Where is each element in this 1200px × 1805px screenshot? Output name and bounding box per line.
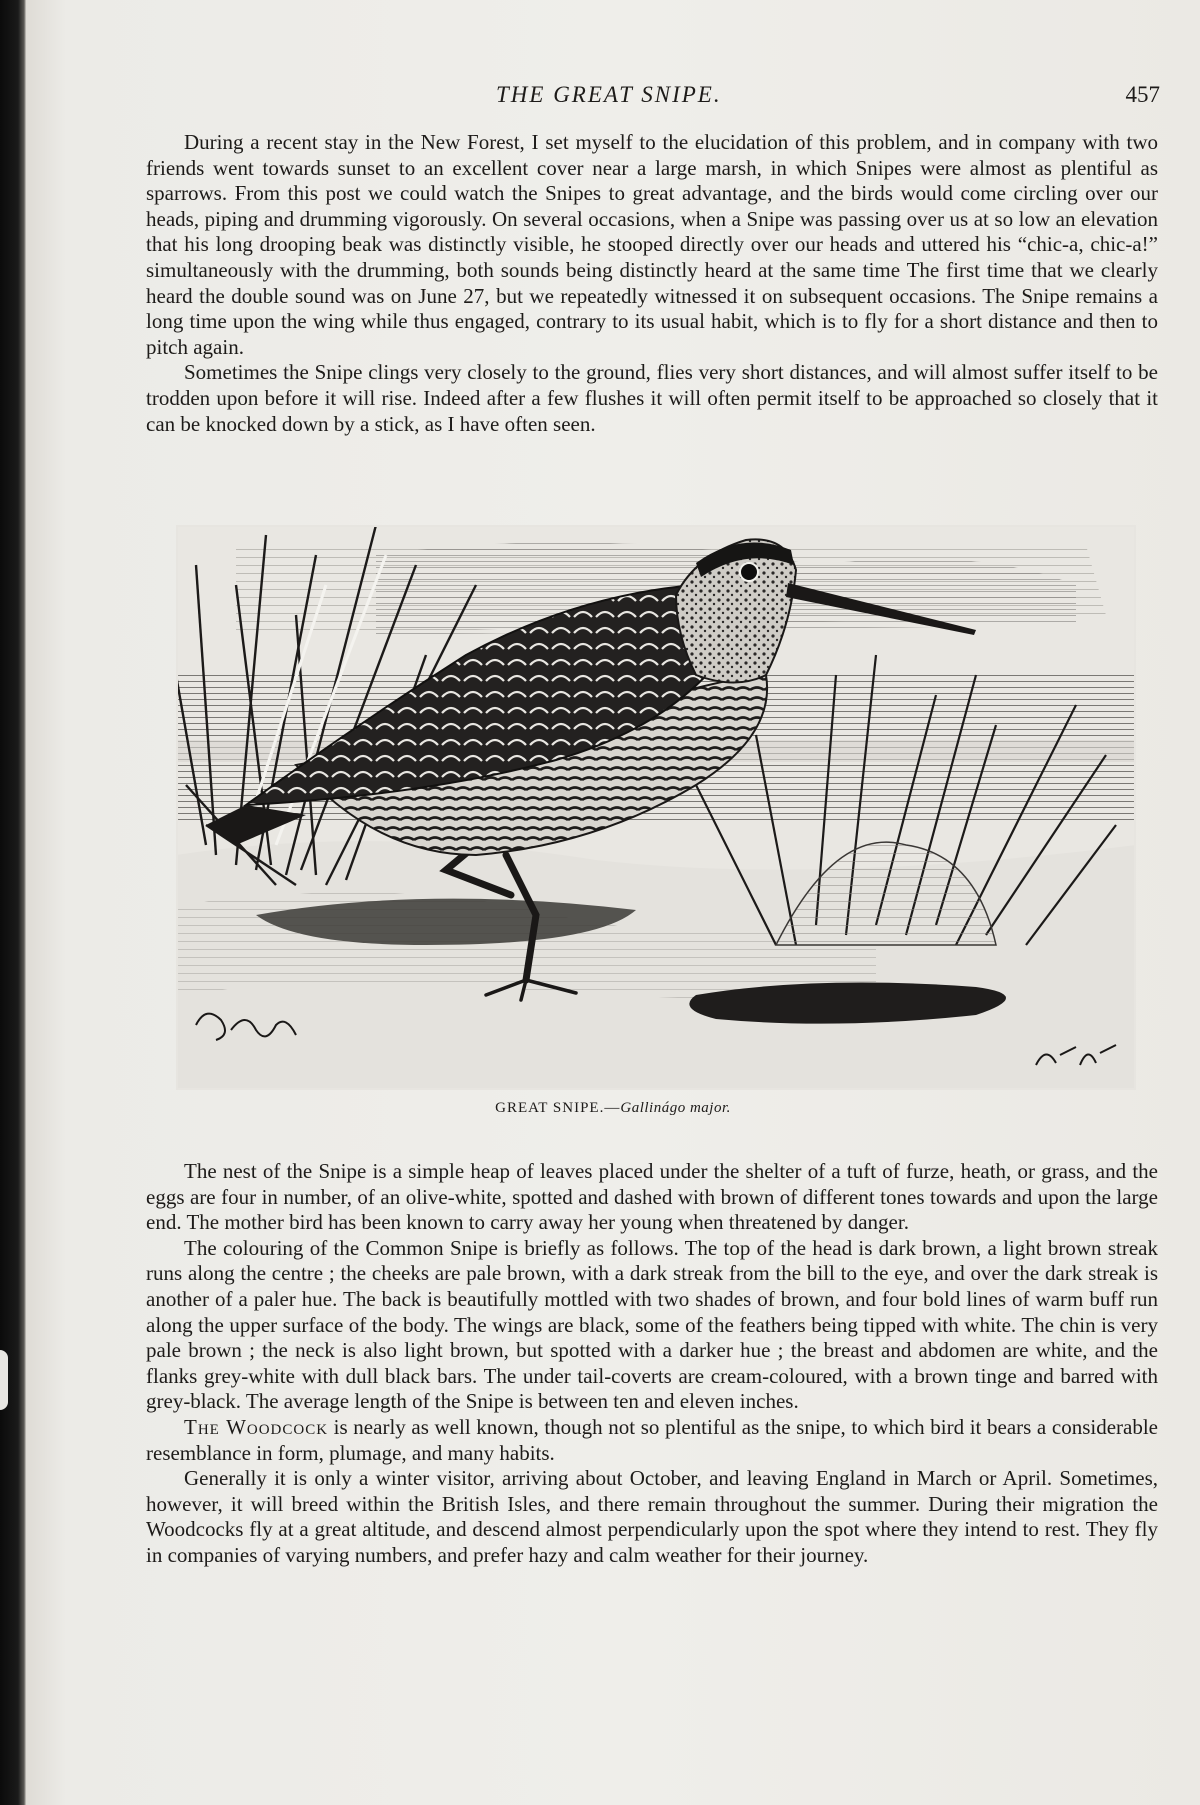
running-head — [26, 82, 1200, 112]
caption-latin-name: Gallinágo major. — [620, 1100, 731, 1116]
paragraph-nest: The nest of the Snipe is a simple heap of leaves placed under the shelter of a tuft of furze, heath, or grass, and the eggs are four in number, of an olive-white, spotted and dashed with brown of different tones towards and upon the large end. The mother bird has been known to carry away her young when threatened by danger. — [146, 1159, 1158, 1235]
paragraph-clings-ground: Sometimes the Snipe clings very closely to the ground, flies very short distances, and will almost suffer itself to be trodden upon before it will rise. Indeed after a few flushes it will often permit itself to be approached so closely that it can be knocked down by a stick, as I have often seen. — [146, 360, 1158, 436]
paragraph-woodcock — [146, 1415, 1158, 1466]
book-page — [26, 0, 1200, 1805]
caption-common-name: GREAT SNIPE. — [495, 1100, 605, 1116]
caption-dash: — — [604, 1100, 621, 1116]
snipe-engraving-svg — [176, 525, 1136, 1090]
binding-highlight — [0, 1350, 8, 1410]
text-block-top — [146, 130, 1158, 437]
running-title: THE GREAT SNIPE. — [496, 82, 722, 107]
figure-caption — [26, 1100, 1200, 1117]
woodcock-lead: The Woodcock — [184, 1414, 329, 1439]
snipe-eye — [740, 563, 758, 581]
paragraph-winter-visitor: Generally it is only a winter visitor, arriving about October, and leaving England in March or April. Sometimes, however, it will breed within the British Isles, and there remain throughout the summer. During their migration the Woodcocks fly at a great altitude, and descend almost perpendicularly upon the spot where they intend to rest. They fly in companies of varying numbers, and prefer hazy and calm weather for their journey. — [146, 1466, 1158, 1567]
paragraph-new-forest: During a recent stay in the New Forest, I set myself to the elucidation of this problem, and in company with two friends went towards sunset to an excellent cover near a large marsh, in which Snipes were almost as plentiful as sparrows. From this post we could watch the Snipes to great advantage, and the birds would come circling over our heads, piping and drumming vigorously. On several occasions, when a Snipe was passing over us at so low an elevation that his long drooping beak was distinctly visible, he stooped directly over our heads and uttered his “chic-a, chic-a!” simultaneously with the drumming, both sounds being distinctly heard at the same time The first time that we clearly heard the double sound was on June 27, but we repeatedly witnessed it on subsequent occasions. The Snipe remains a long time upon the wing while thus engaged, contrary to its usual habit, which is to fly for a short distance and then to pitch again. — [146, 130, 1158, 359]
paragraph-colouring: The colouring of the Common Snipe is briefly as follows. The top of the head is dark brown, a light brown streak runs along the centre ; the cheeks are pale brown, with a dark streak from the bill to the eye, and over the dark streak is another of a paler hue. The back is beautifully mottled with two shades of brown, and four bold lines of warm buff run along the upper surface of the body. The wings are black, some of the feathers being tipped with white. The chin is very pale brown ; the neck is also light brown, but spotted with a darker hue ; the breast and abdomen are white, and the flanks grey-white with dull black bars. The under tail-coverts are cream-coloured, with a brown tinge and barred with grey-black. The average length of the Snipe is between ten and eleven inches. — [146, 1235, 1158, 1414]
snipe-engraving — [176, 525, 1136, 1090]
page-number: 457 — [1125, 82, 1160, 107]
book-binding-edge — [0, 0, 26, 1805]
text-block-bottom — [146, 1159, 1158, 1569]
woodcock-rest: is nearly as well known, though not so plentiful as the snipe, to which bird it bears a considerable resemblance in form, plumage, and many habits. — [146, 1414, 1158, 1465]
